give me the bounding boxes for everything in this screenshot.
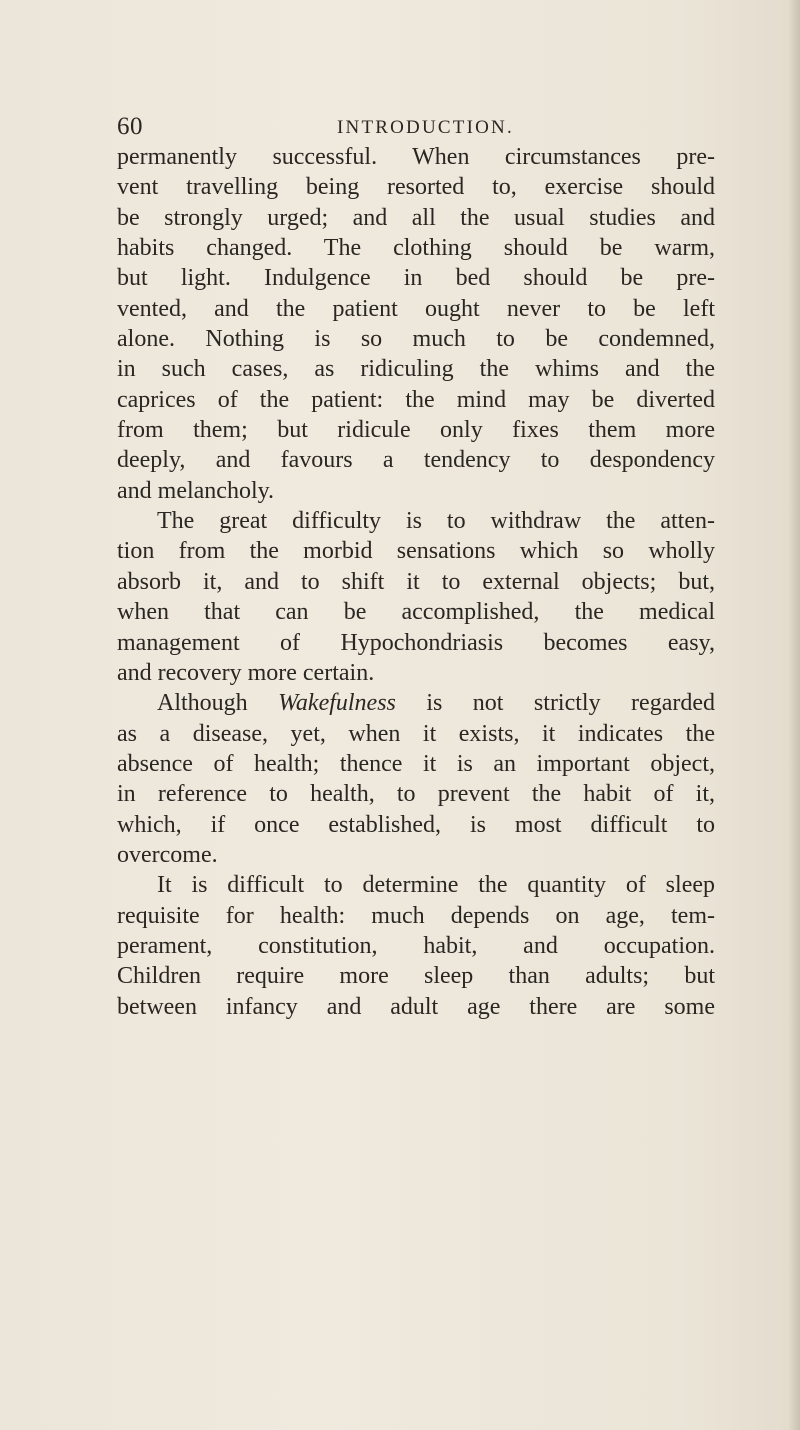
text-line: management of Hypochondriasis becomes easy, bbox=[117, 629, 715, 656]
text-line: perament, constitution, habit, and occupation. bbox=[117, 932, 715, 959]
page-number: 60 bbox=[117, 113, 143, 140]
text-run: Although bbox=[157, 690, 279, 717]
text-line: It is difficult to determine the quantity of sleep bbox=[157, 872, 715, 899]
text-line: alone. Nothing is so much to be condemned, bbox=[117, 326, 715, 353]
text-line: in reference to health, to prevent the habit of it, bbox=[117, 781, 715, 808]
text-line: deeply, and favours a tendency to despondency bbox=[117, 447, 715, 474]
text-line: habits changed. The clothing should be warm, bbox=[117, 235, 715, 262]
text-line: between infancy and adult age there are some bbox=[117, 993, 715, 1020]
text-line: and melancholy. bbox=[117, 477, 275, 504]
text-line: overcome. bbox=[117, 841, 218, 868]
italic-term: Wakefulness bbox=[278, 690, 396, 717]
text-line: in such cases, as ridiculing the whims and the bbox=[117, 356, 715, 383]
body-text bbox=[117, 142, 715, 1022]
text-line-mixed bbox=[117, 688, 715, 718]
text-line: Children require more sleep than adults; but bbox=[117, 963, 715, 990]
text-line: permanently successful. When circumstances pre- bbox=[117, 144, 715, 170]
text-line: vented, and the patient ought never to be left bbox=[117, 295, 715, 322]
text-line: caprices of the patient: the mind may be diverted bbox=[117, 386, 715, 413]
running-head: INTRODUCTION. bbox=[337, 117, 514, 138]
text-line: tion from the morbid sensations which so wholly bbox=[117, 538, 715, 565]
page-edge-shadow bbox=[788, 0, 800, 1430]
text-line: absorb it, and to shift it to external objects; but, bbox=[117, 568, 715, 595]
text-line: but light. Indulgence in bed should be pre- bbox=[117, 265, 715, 292]
text-line: vent travelling being resorted to, exercise should bbox=[117, 174, 715, 201]
text-line: which, if once established, is most difficult to bbox=[117, 811, 715, 838]
text-line: as a disease, yet, when it exists, it indicates the bbox=[117, 720, 715, 747]
text-run: is not strictly regarded bbox=[395, 690, 715, 717]
page-header bbox=[117, 112, 717, 142]
text-line: be strongly urged; and all the usual studies and bbox=[117, 204, 715, 231]
text-line: when that can be accomplished, the medical bbox=[117, 599, 715, 626]
text-line: absence of health; thence it is an important object, bbox=[117, 750, 715, 777]
text-line: The great difficulty is to withdraw the atten- bbox=[157, 508, 715, 535]
text-line: from them; but ridicule only fixes them more bbox=[117, 417, 715, 444]
text-line: and recovery more certain. bbox=[117, 659, 375, 686]
text-line: requisite for health: much depends on age, tem- bbox=[117, 902, 715, 929]
